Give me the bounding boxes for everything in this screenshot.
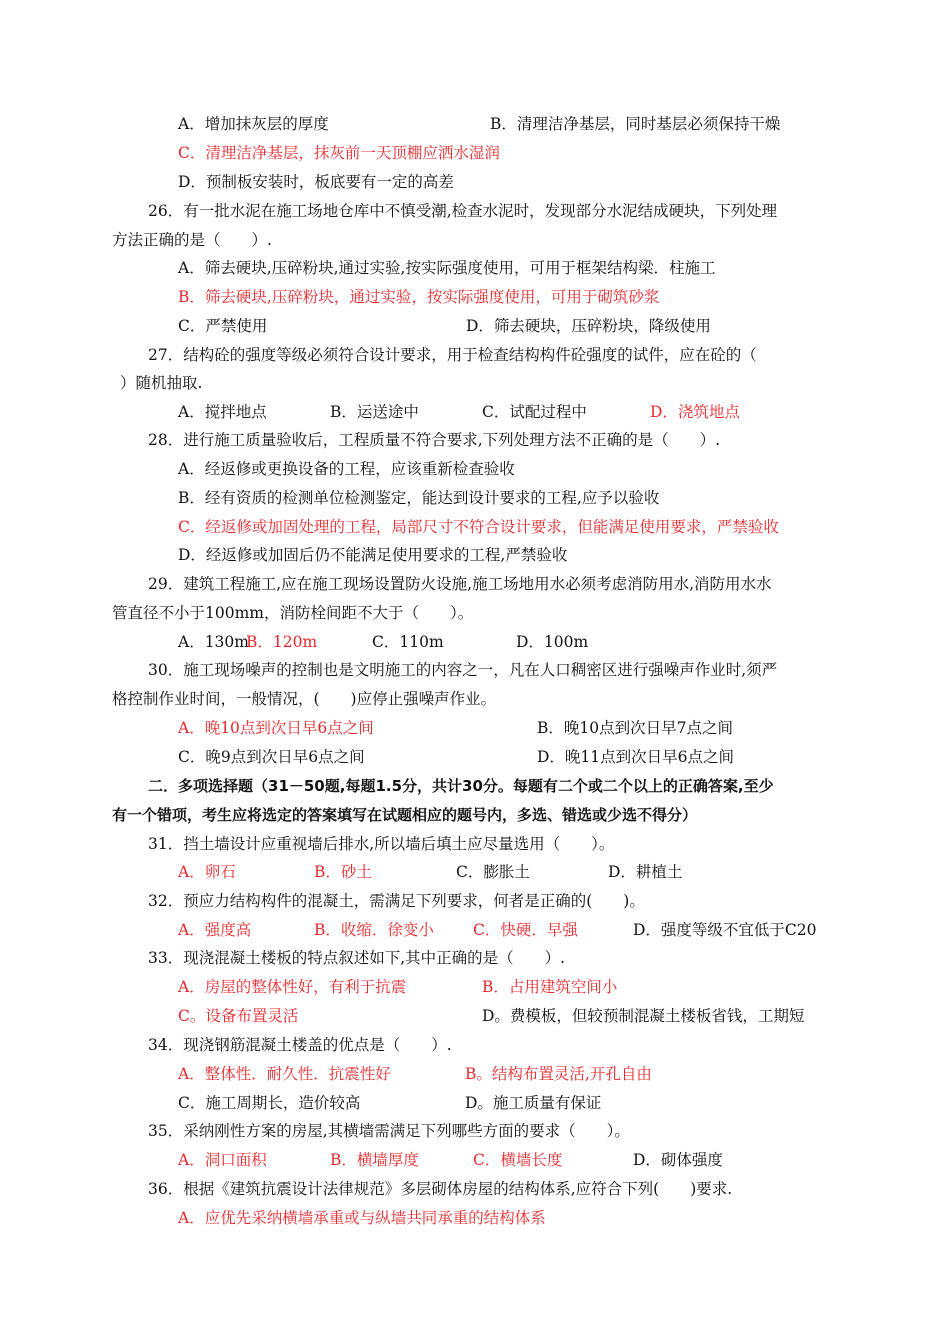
correct-answer: D．浇筑地点 bbox=[650, 403, 740, 421]
correct-answer: B。结构布置灵活,开孔自由 bbox=[465, 1065, 652, 1083]
option-text: D．经返修或加固后仍不能满足使用要求的工程,严禁验收 bbox=[178, 546, 568, 564]
question-text: 27．结构砼的强度等级必须符合设计要求，用于检查结构构件砼强度的试件，应在砼的（ bbox=[148, 346, 757, 364]
correct-answer: C。设备布置灵活 bbox=[178, 1007, 299, 1025]
question-text: 32．预应力结构构件的混凝土，需满足下列要求，何者是正确的( )。 bbox=[148, 892, 645, 910]
correct-answer: A．晚10点到次日早6点之间 bbox=[178, 719, 374, 737]
option-text: D．强度等级不宜低于C20 bbox=[633, 921, 817, 939]
question-text: 方法正确的是（ ）. bbox=[112, 231, 272, 249]
option-text: C．110m bbox=[372, 633, 444, 651]
option-text: D。费模板，但较预制混凝土楼板省钱，工期短 bbox=[482, 1007, 805, 1025]
correct-answer: A．应优先采纳横墙承重或与纵墙共同承重的结构体系 bbox=[178, 1209, 546, 1227]
question-text: 28．进行施工质量验收后，工程质量不符合要求,下列处理方法不正确的是（ ）. bbox=[148, 431, 721, 449]
option-text: A．经返修或更换设备的工程，应该重新检查验收 bbox=[178, 460, 515, 478]
question-text: 36．根据《建筑抗震设计法律规范》多层砌体房屋的结构体系,应符合下列( )要求. bbox=[148, 1180, 733, 1198]
correct-answer: C．经返修或加固处理的工程，局部尺寸不符合设计要求，但能满足使用要求，严禁验收 bbox=[178, 518, 779, 536]
section-heading: 有一个错项，考生应将选定的答案填写在试题相应的题号内，多选、错选或少选不得分） bbox=[112, 806, 698, 824]
option-text: A．130m bbox=[178, 633, 249, 651]
option-text: D．砌体强度 bbox=[633, 1151, 723, 1169]
correct-answer: B．横墙厚度 bbox=[330, 1151, 419, 1169]
option-text: D．耕植土 bbox=[608, 863, 683, 881]
section-heading: 二．多项选择题（31－50题,每题1.5分，共计30分。每题有二个或二个以上的正确答案,至少 bbox=[148, 777, 774, 795]
option-text: C．严禁使用 bbox=[178, 317, 268, 335]
question-text: 33．现浇混凝土楼板的特点叙述如下,其中正确的是（ ）. bbox=[148, 949, 566, 967]
option-text: C．试配过程中 bbox=[482, 403, 587, 421]
option-text: B．经有资质的检测单位检测鉴定，能达到设计要求的工程,应予以验收 bbox=[178, 489, 660, 507]
option-text: B．清理洁净基层，同时基层必须保持干燥 bbox=[490, 115, 781, 133]
option-text: C．晚9点到次日早6点之间 bbox=[178, 748, 365, 766]
correct-answer: B．筛去硬块,压碎粉块，通过实验，按实际强度使用，可用于砌筑砂浆 bbox=[178, 288, 660, 306]
option-text: D．100m bbox=[516, 633, 589, 651]
correct-answer: B．占用建筑空间小 bbox=[482, 978, 618, 996]
question-text: 31．挡土墙设计应重视墙后排水,所以墙后填土应尽量选用（ ）。 bbox=[148, 835, 615, 853]
correct-answer: A．房屋的整体性好，有利于抗震 bbox=[178, 978, 407, 996]
question-text: 29．建筑工程施工,应在施工现场设置防火设施,施工场地用水必须考虑消防用水,消防用水水 bbox=[148, 575, 772, 593]
option-text: C．施工周期长，造价较高 bbox=[178, 1094, 361, 1112]
question-text: 格控制作业时间，一般情况，( )应停止强噪声作业。 bbox=[112, 690, 497, 708]
option-text: D。施工质量有保证 bbox=[465, 1094, 602, 1112]
question-text: 35．采纳刚性方案的房屋,其横墙需满足下列哪些方面的要求（ ）。 bbox=[148, 1122, 630, 1140]
question-text: ）随机抽取. bbox=[120, 374, 203, 392]
option-text: A．筛去硬块,压碎粉块,通过实验,按实际强度使用，可用于框架结构梁．柱施工 bbox=[178, 259, 716, 277]
question-text: 34．现浇钢筋混凝土楼盖的优点是（ ）. bbox=[148, 1036, 452, 1054]
question-text: 管直径不小于100mm，消防栓间距不大于（ ）。 bbox=[112, 604, 474, 622]
option-text: D．筛去硬块，压碎粉块，降级使用 bbox=[466, 317, 711, 335]
option-text: C．膨胀土 bbox=[456, 863, 530, 881]
correct-answer: B．120m bbox=[246, 633, 318, 651]
correct-answer: C．快硬．早强 bbox=[473, 921, 578, 939]
correct-answer: B．砂土 bbox=[314, 863, 372, 881]
correct-answer: A．强度高 bbox=[178, 921, 252, 939]
option-text: D．预制板安装时，板底要有一定的高差 bbox=[178, 173, 454, 191]
option-text: D．晚11点到次日早6点之间 bbox=[537, 748, 735, 766]
correct-answer: A．整体性．耐久性．抗震性好 bbox=[178, 1065, 391, 1083]
option-text: A．搅拌地点 bbox=[178, 403, 267, 421]
correct-answer: C．清理洁净基层，抹灰前一天顶棚应洒水湿润 bbox=[178, 144, 500, 162]
option-text: B．晚10点到次日早7点之间 bbox=[537, 719, 733, 737]
option-text: A．增加抹灰层的厚度 bbox=[178, 115, 329, 133]
correct-answer: B．收缩．徐变小 bbox=[314, 921, 434, 939]
question-text: 30．施工现场噪声的控制也是文明施工的内容之一，凡在人口稠密区进行强噪声作业时,须严 bbox=[148, 661, 778, 679]
option-text: B．运送途中 bbox=[330, 403, 419, 421]
correct-answer: A．卵石 bbox=[178, 863, 236, 881]
correct-answer: A．洞口面积 bbox=[178, 1151, 267, 1169]
correct-answer: C．横墙长度 bbox=[473, 1151, 563, 1169]
question-text: 26．有一批水泥在施工场地仓库中不慎受潮,检查水泥时，发现部分水泥结成硬块，下列处理 bbox=[148, 202, 778, 220]
